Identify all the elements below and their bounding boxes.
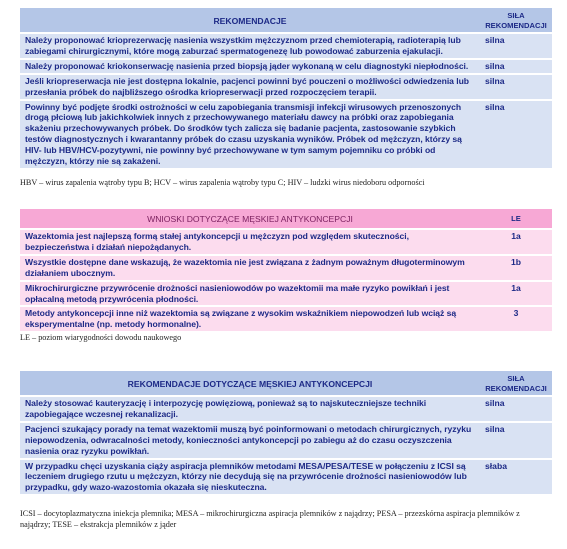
table-1-footnote: HBV – wirus zapalenia wątroby typu B; HCV – wirus zapalenia wątroby typu C; HIV – ludzki wirus niedoboru odporności: [20, 178, 425, 187]
row-text: Wszystkie dostępne dane wskazują, że wazektomia nie jest związana z żadnym poważnym długoterminowym działaniem ubocznym.: [20, 256, 480, 280]
table-header-title: REKOMENDACJE DOTYCZĄCE MĘSKIEJ ANTYKONCEPCJI: [20, 371, 480, 395]
row-strength: słaba: [480, 460, 552, 495]
row-text: Jeśli kriopreserwacja nie jest dostępna lokalnie, pacjenci powinni być pouczeni o możliwości odwiedzenia lub przesłania próbek do najbliższego ośrodka kriopreserwacji przed rozpoczęciem terapii.: [20, 75, 480, 99]
table-header: [20, 8, 552, 32]
table-row: [20, 307, 552, 331]
table-row: [20, 60, 552, 73]
table-header: [20, 371, 552, 395]
table-row: [20, 397, 552, 421]
table-header-title: WNIOSKI DOTYCZĄCE MĘSKIEJ ANTYKONCEPCJI: [20, 209, 480, 228]
row-text: W przypadku chęci uzyskania ciąży aspiracja plemników metodami MESA/PESA/TESE w połączeniu z ICSI są leczeniem drugiego rzutu u mężczyzn, którzy nie decydują się na przywrócenie drożności nasieniowodów lub przypadku, gdy wazo-wazostomia okazała się nieskuteczna.: [20, 460, 480, 495]
table-header: [20, 209, 552, 228]
table-header-le: LE: [480, 209, 552, 228]
table-row: [20, 34, 552, 58]
row-strength: silna: [480, 34, 552, 58]
table-row: [20, 282, 552, 306]
row-text: Należy stosować kauteryzację i interpozycję powięziową, ponieważ są to najskuteczniejsze techniki zapobiegające wczesnej rekanalizacji.: [20, 397, 480, 421]
table-3-footnote: ICSI – docytoplazmatyczna iniekcja plemnika; MESA – mikrochirurgiczna aspiracja plemników z najądrzy; PESA – przezskórna aspiracja plemników z najądrzy; TESE – ekstrakcja plemników z jąder: [20, 509, 520, 529]
row-text: Należy proponować krioprezerwację nasienia wszystkim mężczyznom przed chemioterapią, radioterapią lub zabiegami chirurgicznymi, które mogą zaburzać spermatogenezę lub powodować zaburzenia ejakulacji.: [20, 34, 480, 58]
table-row: [20, 423, 552, 458]
row-text: Pacjenci szukający porady na temat wazektomii muszą być poinformowani o metodach chirurgicznych, ryzyku niepowodzenia, odwracalności metody, konieczności antykoncepcji po zabiegu aż do czasu oczyszczenia nasienia oraz ryzyku powikłań.: [20, 423, 480, 458]
row-text: Należy proponować kriokonserwację nasienia przed biopsją jąder wykonaną w celu diagnostyki niepłodności.: [20, 60, 480, 73]
table-row: [20, 256, 552, 280]
row-strength: silna: [480, 397, 552, 421]
table-row: [20, 101, 552, 168]
table-2-footnote: LE – poziom wiarygodności dowodu naukowego: [20, 333, 182, 342]
table-header-strength: SIŁA REKOMENDACJI: [480, 371, 552, 395]
row-le: 1a: [480, 282, 552, 306]
row-le: 1a: [480, 230, 552, 254]
table-row: [20, 460, 552, 495]
conclusions-table: [20, 207, 552, 333]
row-text: Mikrochirurgiczne przywrócenie drożności nasieniowodów po wazektomii ma małe ryzyko powikłań i jest opłacalną metodą przywrócenia płodności.: [20, 282, 480, 306]
table-header-strength: SIŁA REKOMENDACJI: [480, 8, 552, 32]
row-text: Wazektomia jest najlepszą formą stałej antykoncepcji u mężczyzn pod względem skuteczności, bezpieczeństwa i działań niepożądanych.: [20, 230, 480, 254]
row-strength: silna: [480, 101, 552, 168]
table-row: [20, 75, 552, 99]
table-header-title: REKOMENDACJE: [20, 8, 480, 32]
row-strength: silna: [480, 423, 552, 458]
row-le: 1b: [480, 256, 552, 280]
row-strength: silna: [480, 60, 552, 73]
recommendations-table-2: [20, 369, 552, 496]
table-row: [20, 230, 552, 254]
row-le: 3: [480, 307, 552, 331]
row-strength: silna: [480, 75, 552, 99]
row-text: Metody antykoncepcji inne niż wazektomia są związane z wysokim wskaźnikiem niepowodzeń lub wciąż są eksperymentalne (np. metody hormonalne).: [20, 307, 480, 331]
recommendations-table-1: [20, 6, 552, 170]
row-text: Powinny być podjęte środki ostrożności w celu zapobiegania transmisji infekcji wirusowych przenoszonych drogą płciową lub jakichkolwiek innych z przechowywanego materiału dawcy na próbki oraz zapobiegania skażeniu przechowywanych próbek. Do środków tych zalicza się badanie pacjenta, zastosowanie szybkich testów diagnostycznych i kwarantanny próbek do czasu uzyskania wyników. Próbek od mężczyzn, którzy są HIV- lub HBV/HCV-pozytywni, nie powinny być przechowywane w tym samym pojemniku co próbki od mężczyzn, którzy nie są zakażeni.: [20, 101, 480, 168]
